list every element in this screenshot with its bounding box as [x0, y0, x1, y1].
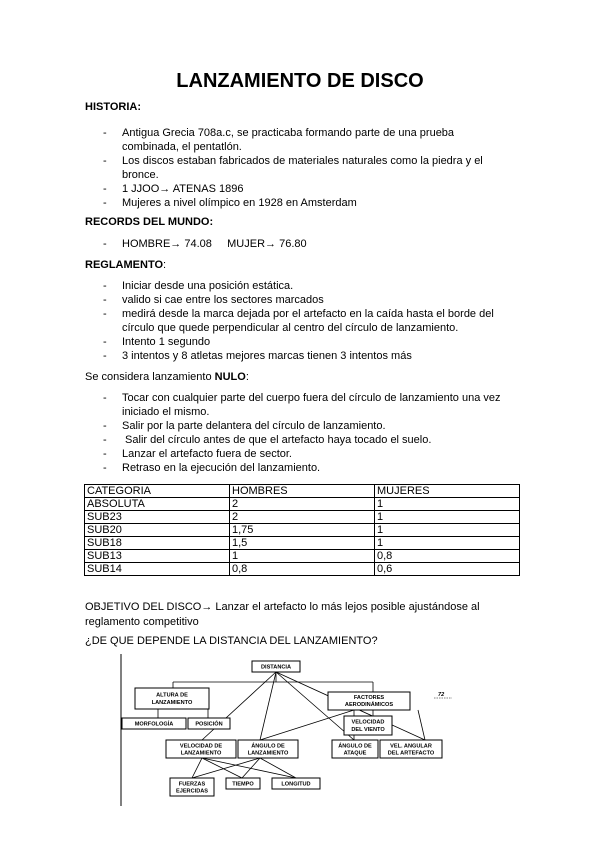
node-label: LANZAMIENTO	[180, 750, 222, 757]
nulo-heading	[85, 371, 249, 383]
node-label: ÁNGULO DE	[251, 743, 285, 750]
table-cell: 1	[375, 511, 520, 524]
list-item: - Mujeres a nivel olímpico en 1928 en Amsterdam	[103, 196, 508, 210]
node-label: ATAQUE	[343, 750, 367, 757]
node-label: POSICIÓN	[195, 721, 223, 728]
list-item: - medirá desde la marca dejada por el artefacto en la caída hasta el borde del círculo que quede perpendicular al centro del círculo de lanzamiento.	[103, 307, 508, 335]
node-label: VEL. ANGULAR	[390, 743, 432, 750]
page-title: LANZAMIENTO DE DISCO	[176, 70, 424, 92]
table-cell: SUB13	[85, 550, 230, 563]
node-distancia	[252, 661, 300, 672]
node-vel-lanzamiento	[166, 740, 236, 758]
table-header-row	[85, 485, 520, 498]
table-cell: ABSOLUTA	[85, 498, 230, 511]
table-cell: 1	[375, 537, 520, 550]
nulo-suffix: :	[245, 371, 249, 383]
node-altura	[135, 688, 209, 709]
node-label: LANZAMIENTO	[151, 700, 193, 706]
table-cell: 1	[375, 524, 520, 537]
node-label: ALTURA DE	[156, 692, 188, 699]
table-row	[85, 498, 520, 511]
list-item: - Tocar con cualquier parte del cuerpo fuera del círculo de lanzamiento una vez iniciado el mismo.	[103, 391, 513, 419]
list-item: - Lanzar el artefacto fuera de sector.	[103, 447, 513, 461]
table-cell: 1,75	[230, 524, 375, 537]
question-text: ¿DE QUE DEPENDE LA DISTANCIA DEL LANZAMIENTO?	[85, 635, 378, 647]
node-label: TIEMPO	[232, 781, 254, 788]
node-label: MORFOLOGÍA	[134, 721, 174, 728]
historia-heading: HISTORIA:	[85, 101, 142, 113]
node-label: LANZAMIENTO	[247, 750, 289, 757]
records-heading: RECORDS DEL MUNDO:	[85, 216, 214, 228]
list-item: - 3 intentos y 8 atletas mejores marcas tienen 3 intentos más	[103, 349, 508, 363]
node-vel-angular	[380, 740, 442, 758]
node-label: VELOCIDAD DE	[179, 743, 223, 750]
nulo-bold: NULO	[214, 371, 246, 383]
table-cell: 1	[230, 550, 375, 563]
table-cell: 0,6	[375, 563, 520, 576]
node-label: DEL VIENTO	[351, 727, 385, 733]
table-cell: 2	[230, 498, 375, 511]
table-cell: SUB14	[85, 563, 230, 576]
list-item: - Antigua Grecia 708a.c, se practicaba formando parte de una prueba combinada, el pentatlón.	[103, 126, 508, 154]
category-table	[84, 484, 520, 576]
nulo-prefix: Se considera lanzamiento	[85, 371, 215, 383]
node-morfologia	[122, 718, 186, 729]
objetivo-text: OBJETIVO DEL DISCO→ Lanzar el artefacto lo más lejos posible ajustándose al reglamento competitivo	[85, 601, 480, 628]
node-factores	[328, 692, 410, 710]
table-cell: 2	[230, 511, 375, 524]
reglamento-heading	[85, 259, 166, 271]
scribble-text: 72	[438, 692, 445, 698]
reglamento-list	[103, 279, 508, 363]
node-fuerzas	[170, 778, 214, 796]
historia-list	[103, 126, 508, 210]
node-longitud	[272, 778, 320, 789]
list-item: - Retraso en la ejecución del lanzamiento.	[103, 461, 513, 475]
nulo-list	[103, 391, 513, 475]
table-cell: SUB18	[85, 537, 230, 550]
node-label: EJERCIDAS	[175, 788, 209, 795]
table-row	[85, 537, 520, 550]
node-label: LONGITUD	[281, 781, 311, 788]
table-header-cell: HOMBRES	[230, 485, 375, 498]
table-cell: 1	[375, 498, 520, 511]
node-label: ÁNGULO DE	[338, 743, 372, 750]
table-cell: 0,8	[375, 550, 520, 563]
node-vel-viento	[344, 716, 392, 735]
node-label: FUERZAS	[178, 781, 206, 788]
list-item: - valido si cae entre los sectores marcados	[103, 293, 508, 307]
list-item: - Salir del círculo antes de que el artefacto haya tocado el suelo.	[103, 433, 513, 447]
list-item: - Intento 1 segundo	[103, 335, 508, 349]
node-angulo-ataque	[332, 740, 378, 758]
node-tiempo	[226, 778, 260, 789]
reglamento-heading-text: REGLAMENTO	[85, 259, 164, 271]
table-cell: 1,5	[230, 537, 375, 550]
node-posicion	[188, 718, 230, 729]
table-row	[85, 550, 520, 563]
node-label: DISTANCIA	[260, 664, 292, 671]
node-label: DEL ARTEFACTO	[387, 750, 435, 757]
node-label: FACTORES	[353, 695, 385, 701]
node-label: AERODINÁMICOS	[344, 702, 394, 708]
list-item: - 1 JJOO→ ATENAS 1896	[103, 182, 508, 196]
node-label: VELOCIDAD	[351, 719, 385, 726]
node-angulo-lanzamiento	[238, 740, 298, 758]
table-header-cell: CATEGORIA	[85, 485, 230, 498]
table-header-cell: MUJERES	[375, 485, 520, 498]
table-cell: 0,8	[230, 563, 375, 576]
scribble-mark	[434, 692, 452, 698]
list-item: - Salir por la parte delantera del círculo de lanzamiento.	[103, 419, 513, 433]
records-list	[103, 237, 508, 251]
table-row	[85, 511, 520, 524]
table-cell: SUB23	[85, 511, 230, 524]
reglamento-colon: :	[163, 259, 167, 271]
table-row	[85, 524, 520, 537]
list-item: - HOMBRE→ 74.08 MUJER→ 76.80	[103, 237, 508, 251]
list-item: - Iniciar desde una posición estática.	[103, 279, 508, 293]
distance-factors-diagram	[118, 654, 490, 806]
table-cell: SUB20	[85, 524, 230, 537]
table-row	[85, 563, 520, 576]
list-item: - Los discos estaban fabricados de materiales naturales como la piedra y el bronce.	[103, 154, 508, 182]
